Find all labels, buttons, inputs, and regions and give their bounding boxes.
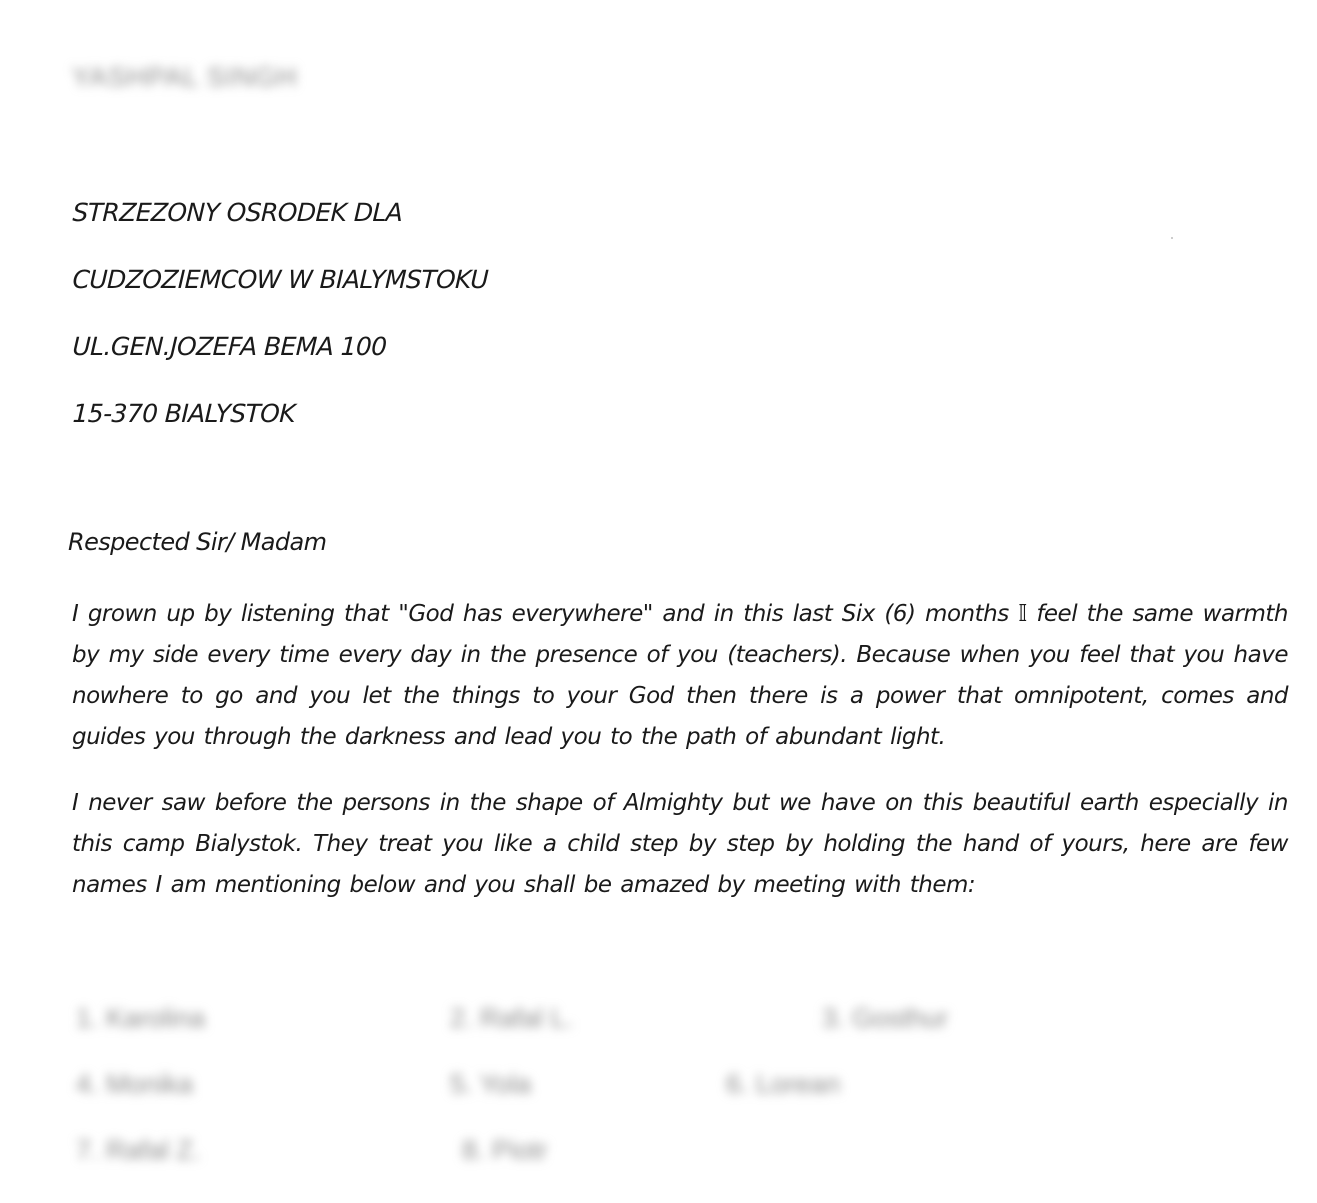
recipient-address (72, 194, 488, 462)
name-item: 5. Yola (450, 1069, 532, 1099)
name-item: 2. Rafal L. (450, 1003, 574, 1033)
salutation: Respected Sir/ Madam (68, 528, 327, 556)
address-line: 15-370 BIALYSTOK (72, 399, 296, 428)
name-item: 4. Monika (76, 1069, 194, 1099)
name-item: 8. Piotr (462, 1135, 548, 1165)
address-line: STRZEZONY OSRODEK DLA (72, 198, 403, 227)
name-item: 1. Karolina (76, 1003, 206, 1033)
body-paragraph: I grown up by listening that "God has everywhere" and in this last Six (6) months 𝕀 feel the same warmth by my side every time every day in the presence of you (teachers). Because when you feel that you have nowhere to go and you let the things to your God then there is a power that omnipotent, comes and guides you through the darkness and lead you to the path of abundant light. (72, 601, 1288, 750)
scan-speck (1171, 237, 1173, 239)
sender-name: YASHPAL SINGH (72, 62, 298, 92)
address-line: CUDZOZIEMCOW W BIALYMSTOKU (72, 265, 489, 294)
address-line: UL.GEN.JOZEFA BEMA 100 (72, 332, 388, 361)
body-paragraph: I never saw before the persons in the shape of Almighty but we have on this beautiful earth especially in this camp Bialystok. They treat you like a child step by step by holding the hand of yours, here are few names I am mentioning below and you shall be amazed by meeting with them: (72, 790, 1288, 898)
name-item: 3. Gosthur (822, 1003, 949, 1033)
name-item: 7. Rafal Z. (76, 1135, 201, 1165)
name-item: 6. Lorean (726, 1069, 841, 1099)
